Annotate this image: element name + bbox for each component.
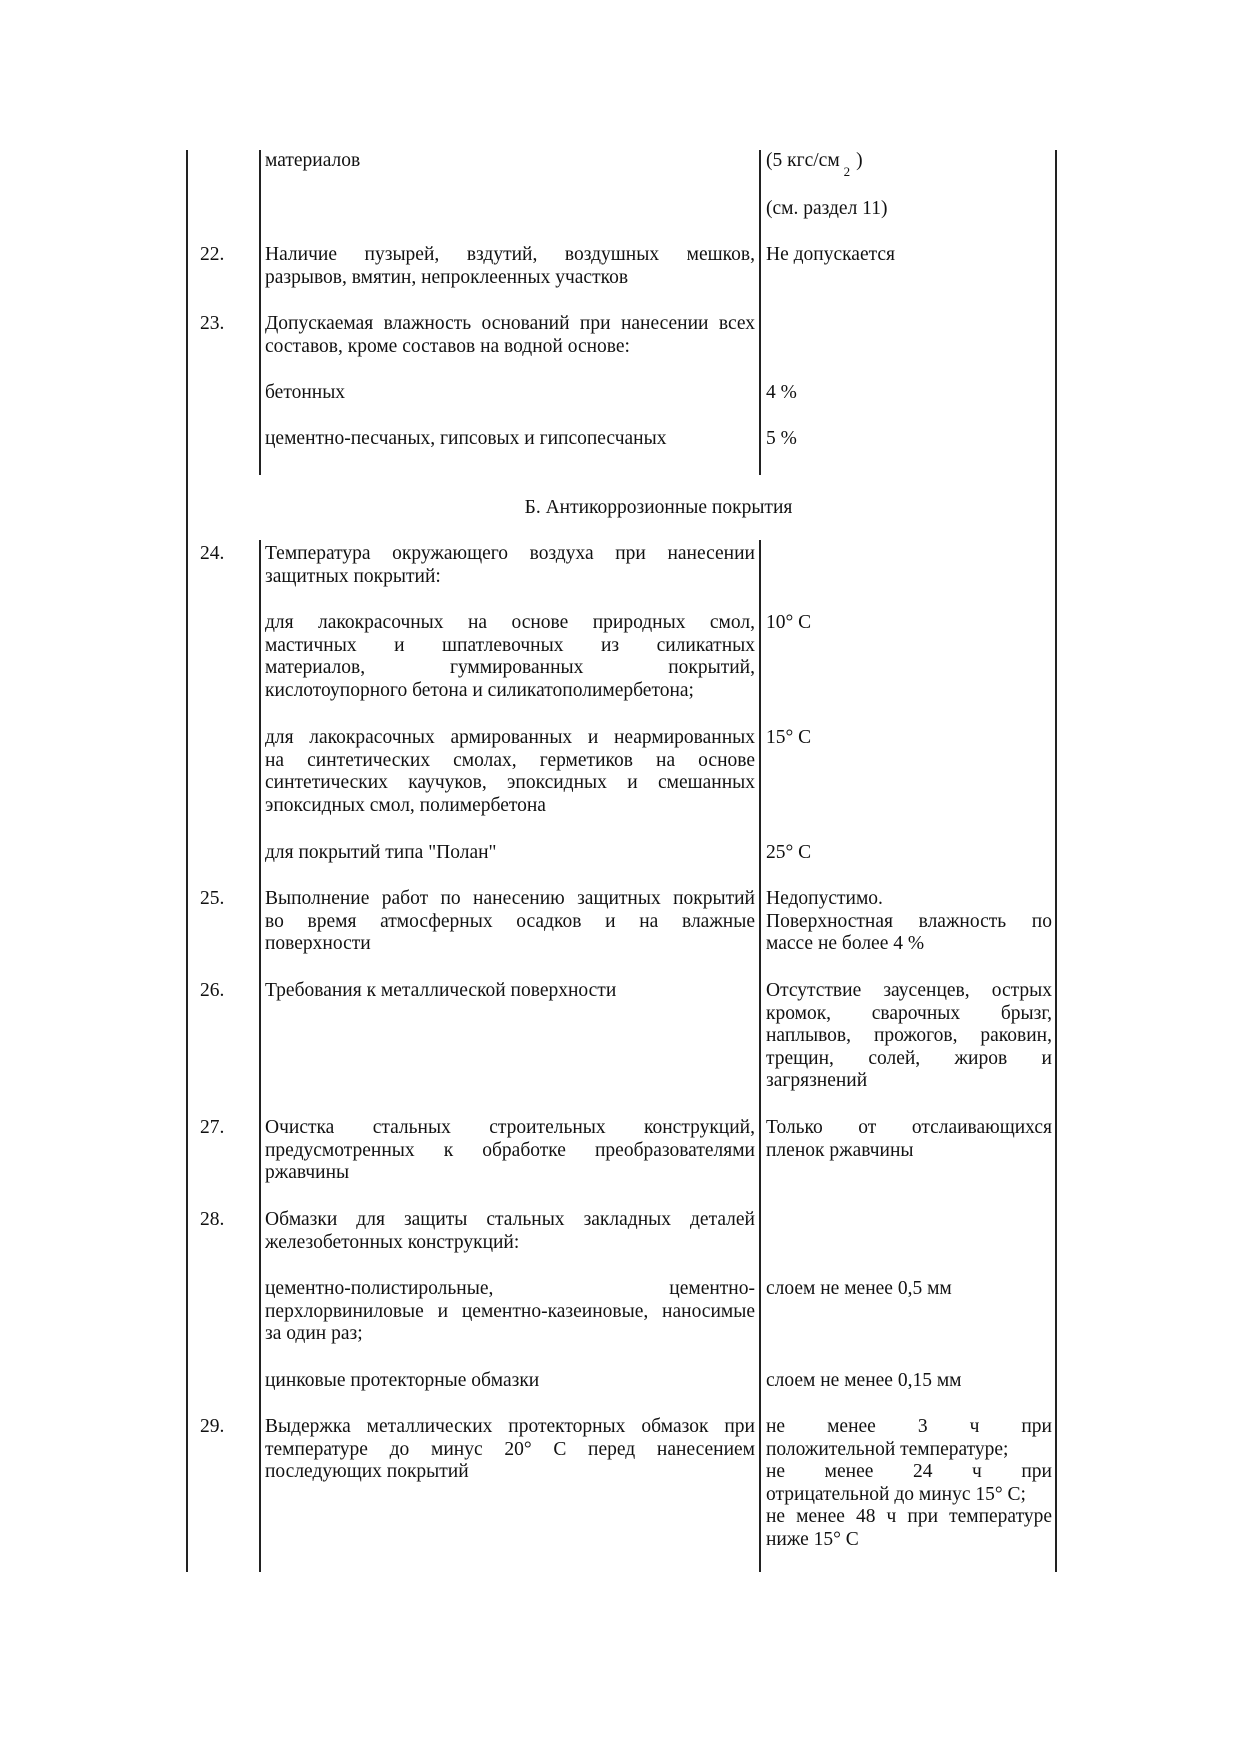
row-26-value: [766, 980, 1052, 1093]
table-column-divider-2: [759, 150, 761, 475]
row-24-sub-b-line: на синтетических смолах, герметиков на основе: [265, 749, 755, 771]
row-24-sub-a-line: материалов, гуммированных покрытий,: [265, 657, 755, 678]
row-22-description: [265, 244, 755, 289]
row-27-number: 27.: [200, 1117, 225, 1138]
row-24-sub-a-value: 10° C: [766, 612, 812, 633]
row-21-val-superscript: 2: [843, 164, 851, 179]
row-25-value: [766, 888, 1052, 956]
row-23-sub-cement-value: 5 %: [766, 428, 797, 449]
row-29-val-line: ниже 15° C: [766, 1528, 859, 1550]
row-28-desc-line: железобетонных конструкций:: [265, 1231, 520, 1253]
row-24-description: [265, 543, 755, 588]
row-28-sub-a-value: слоем не менее 0,5 мм: [766, 1278, 952, 1299]
row-24-sub-a-line: для лакокрасочных на основе природных смол,: [265, 612, 755, 633]
row-28-sub-b: цинковые протекторные обмазки: [265, 1370, 540, 1391]
row-29-desc-line: температуре до минус 20° C перед нанесением: [265, 1438, 755, 1460]
row-26-val-line: трещин, солей, жиров и: [766, 1047, 1052, 1069]
row-26-number: 26.: [200, 980, 225, 1001]
row-27-value: [766, 1117, 1052, 1162]
row-21-value: [766, 150, 1052, 179]
row-25-desc-line: Выполнение работ по нанесению защитных покрытий: [265, 888, 755, 909]
row-29-val-line: не менее 3 ч при: [766, 1416, 1052, 1437]
row-24-sub-c: для покрытий типа "Полан": [265, 842, 497, 863]
row-28-sub-a-line: за один раз;: [265, 1323, 363, 1344]
row-23-desc-line: составов, кроме составов на водной основе:: [265, 335, 630, 357]
row-21-value-note: [766, 198, 1052, 221]
row-27-desc-line: ржавчины: [265, 1162, 350, 1183]
row-21-val-close: ): [856, 150, 863, 171]
row-27-description: [265, 1117, 755, 1185]
row-25-desc-line: поверхности: [265, 933, 371, 954]
row-25-val-line: Поверхностная влажность по: [766, 910, 1052, 932]
row-28-sub-a-line: цементно-полистирольные, цементно-: [265, 1278, 755, 1299]
row-29-number: 29.: [200, 1416, 225, 1437]
row-24-desc-line: Температура окружающего воздуха при нанесении: [265, 543, 755, 564]
row-27-val-line: пленок ржавчины: [766, 1139, 914, 1161]
row-22-value: Не допускается: [766, 244, 895, 265]
row-25-number: 25.: [200, 888, 225, 909]
row-24-sub-b-line: эпоксидных смол, полимербетона: [265, 794, 546, 816]
row-29-desc-line: последующих покрытий: [265, 1461, 469, 1482]
row-27-val-line: Только от отслаивающихся: [766, 1117, 1052, 1138]
row-29-val-line: положительной температуре;: [766, 1438, 1009, 1460]
row-24-sub-a: [265, 612, 755, 702]
row-25-description: [265, 888, 755, 956]
table-right-border: [1055, 150, 1057, 1572]
row-27-desc-line: Очистка стальных строительных конструкций,: [265, 1117, 755, 1138]
row-24-sub-b-value: 15° C: [766, 727, 812, 748]
row-28-sub-b-value: слоем не менее 0,15 мм: [766, 1370, 962, 1391]
row-24-desc-line: защитных покрытий:: [265, 565, 441, 587]
row-29-desc-line: Выдержка металлических протекторных обмазок при: [265, 1416, 755, 1437]
row-28-desc-line: Обмазки для защиты стальных закладных деталей: [265, 1209, 755, 1230]
row-28-sub-a: [265, 1278, 755, 1346]
row-25-val-line: Недопустимо.: [766, 888, 883, 909]
row-21-desc-text: материалов: [265, 150, 361, 171]
row-23-sub-concrete-value: 4 %: [766, 382, 797, 403]
row-22-desc-line: Наличие пузырей, вздутий, воздушных мешков,: [265, 244, 755, 265]
row-29-val-line: не менее 24 ч при: [766, 1461, 1052, 1482]
row-29-value: [766, 1416, 1052, 1551]
table-column-divider-2: [759, 540, 761, 1572]
row-23-sub-concrete: бетонных: [265, 382, 346, 403]
row-29-description: [265, 1416, 755, 1484]
row-27-desc-line: предусмотренных к обработке преобразователями: [265, 1139, 755, 1161]
row-26-val-line: Отсутствие заусенцев, острых: [766, 980, 1052, 1001]
row-26-description: Требования к металлической поверхности: [265, 980, 617, 1001]
row-21-description: [265, 150, 755, 173]
row-28-number: 28.: [200, 1209, 225, 1230]
row-26-val-line: кромок, сварочных брызг,: [766, 1002, 1052, 1024]
row-22-number: 22.: [200, 244, 225, 265]
row-23-sub-cement: цементно-песчаных, гипсовых и гипсопесчаных: [265, 428, 667, 449]
row-21-val-note-text: (см. раздел 11): [766, 198, 888, 219]
section-b-heading: Б. Антикоррозионные покрытия: [524, 497, 793, 518]
row-25-desc-line: во время атмосферных осадков и на влажные: [265, 910, 755, 932]
row-24-number: 24.: [200, 543, 225, 564]
row-24-sub-a-line: мастичных и шпатлевочных из силикатных: [265, 634, 755, 656]
row-24-sub-a-line: кислотоупорного бетона и силикатополимербетона;: [265, 679, 694, 701]
row-24-sub-c-value: 25° C: [766, 842, 812, 863]
row-24-sub-b-line: синтетических каучуков, эпоксидных и смешанных: [265, 772, 755, 793]
row-24-sub-b: [265, 727, 755, 817]
row-23-desc-line: Допускаемая влажность оснований при нанесении всех: [265, 313, 755, 334]
row-26-val-line: загрязнений: [766, 1070, 868, 1091]
row-21-val-text: (5 кгс/см: [766, 150, 840, 171]
row-28-sub-a-line: перхлорвиниловые и цементно-казеиновые, наносимые: [265, 1300, 755, 1322]
row-29-val-line: не менее 48 ч при температуре: [766, 1506, 1052, 1527]
table-left-border: [186, 150, 188, 1572]
row-23-description: [265, 313, 755, 358]
row-25-val-line: массе не более 4 %: [766, 933, 925, 954]
row-24-sub-b-line: для лакокрасочных армированных и неармированных: [265, 727, 755, 748]
row-22-desc-line: разрывов, вмятин, непроклеенных участков: [265, 266, 629, 288]
row-28-description: [265, 1209, 755, 1254]
row-26-val-line: наплывов, прожогов, раковин,: [766, 1025, 1052, 1046]
row-29-val-line: отрицательной до минус 15° C;: [766, 1483, 1026, 1505]
row-23-number: 23.: [200, 313, 225, 334]
